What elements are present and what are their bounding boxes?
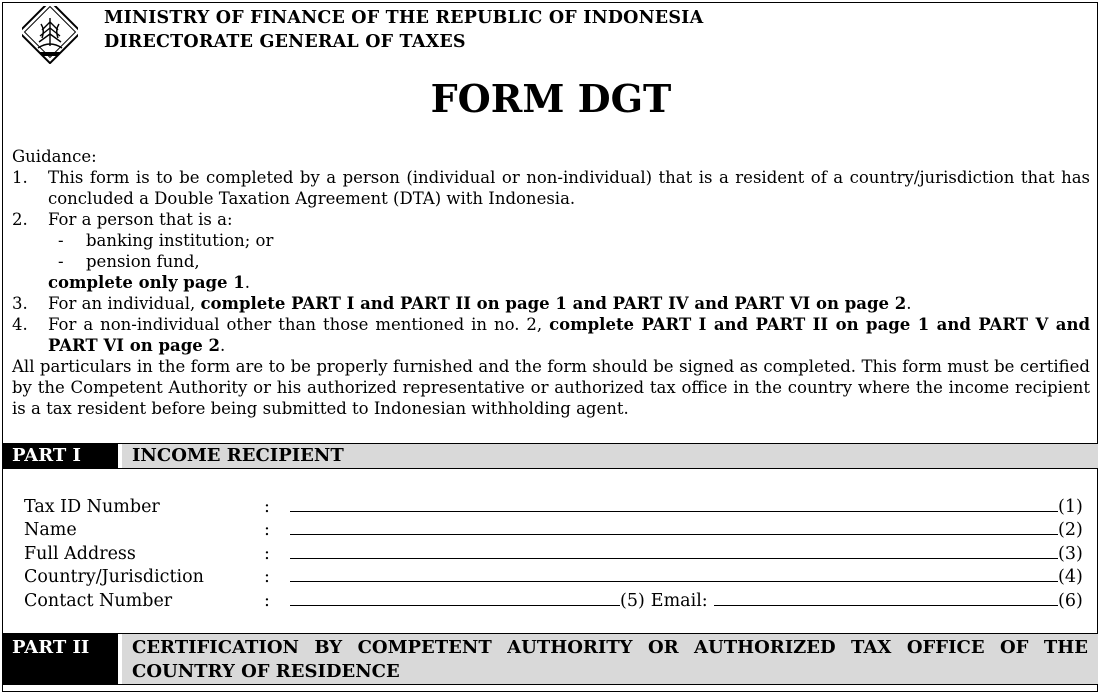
field-country: [24, 564, 1084, 588]
field-label: Country/Jurisdiction: [24, 567, 204, 587]
part-1-title: INCOME RECIPIENT: [118, 444, 1098, 468]
field-number: (1): [1058, 496, 1083, 517]
instruction-bold: complete only page 1: [48, 273, 245, 292]
item-text: This form is to be completed by a person (individual or non-individual) that is a resident of a country/jurisdiction that has concluded a Double Taxation Agreement (DTA) with Indonesia.: [48, 168, 1090, 208]
part-1-header: [2, 443, 1098, 469]
bullet-mark: -: [58, 252, 64, 271]
field-label: Name: [24, 520, 77, 540]
item-text-bold: complete PART I and PART II on page 1 and PART V and PART VI on page 2: [48, 315, 1090, 355]
field-colon: :: [264, 590, 270, 611]
field-number: (5): [620, 590, 645, 611]
period: .: [906, 294, 912, 313]
guidance-section: [12, 146, 1090, 419]
contact-number-input[interactable]: [290, 604, 620, 606]
part-2-header: [2, 633, 1098, 685]
directorate-name: DIRECTORATE GENERAL OF TAXES: [104, 32, 466, 52]
guidance-item-2: [12, 209, 1090, 230]
guidance-closing: All particulars in the form are to be properly furnished and the form should be signed as completed. This form must be certified by the Competent Authority or his authorized representative or authorized tax office in the country where the income recipient is a tax resident before being submitted to Indonesian withholding agent.: [12, 357, 1090, 418]
field-name: [24, 517, 1084, 541]
period: .: [244, 273, 251, 292]
item-text-bold: complete PART I and PART II on page 1 and PART IV and PART VI on page 2: [200, 294, 907, 313]
ministry-name: MINISTRY OF FINANCE OF THE REPUBLIC OF INDONESIA: [104, 8, 704, 28]
guidance-item-3: [12, 293, 1090, 314]
bullet-mark: -: [58, 231, 64, 250]
item-text: [48, 293, 1090, 314]
email-label: Email:: [650, 590, 708, 611]
field-colon: :: [264, 520, 270, 540]
item-text-plain: For a non-individual other than those mentioned in no. 2,: [48, 315, 550, 334]
field-number: (2): [1058, 520, 1083, 540]
part-2-label: PART II: [2, 634, 118, 684]
guidance-bullet: [12, 230, 1090, 251]
item-number: 2.: [12, 210, 28, 229]
country-input[interactable]: [290, 580, 1058, 582]
income-recipient-fields: [24, 493, 1084, 611]
field-colon: :: [264, 543, 270, 564]
form-title: FORM DGT: [430, 76, 672, 121]
field-label: Full Address: [24, 543, 136, 564]
tax-id-input[interactable]: [290, 510, 1058, 512]
field-contact: [24, 587, 1084, 611]
part-1-label: PART I: [2, 444, 118, 468]
guidance-item-4: [12, 314, 1090, 356]
field-number: (4): [1058, 567, 1083, 587]
field-tax-id: [24, 493, 1084, 517]
email-input[interactable]: [714, 604, 1058, 606]
ministry-of-finance-emblem-icon: [22, 6, 78, 64]
field-label: Contact Number: [24, 590, 173, 611]
guidance-bullet: [12, 251, 1090, 272]
field-number: (3): [1058, 543, 1083, 564]
period: .: [219, 336, 226, 355]
item-text: [48, 314, 1090, 356]
item-number: 1.: [12, 168, 28, 187]
full-address-input[interactable]: [290, 557, 1058, 559]
field-label: Tax ID Number: [24, 496, 160, 517]
guidance-item-2-instruction: [12, 272, 1090, 293]
item-text: For a person that is a:: [48, 210, 233, 229]
item-text-plain: For an individual,: [48, 294, 201, 313]
field-full-address: [24, 540, 1084, 564]
guidance-item-1: [12, 167, 1090, 209]
guidance-heading: Guidance:: [12, 147, 97, 166]
item-number: 4.: [12, 315, 28, 334]
header-text: [104, 6, 703, 54]
field-colon: :: [264, 496, 270, 517]
field-colon: :: [264, 567, 270, 587]
bullet-text: pension fund,: [86, 252, 200, 271]
name-input[interactable]: [290, 533, 1058, 535]
part-2-title: CERTIFICATION BY COMPETENT AUTHORITY OR AUTHORIZED TAX OFFICE OF THE COUNTRY OF RESIDENCE: [118, 634, 1098, 684]
field-number: (6): [1058, 590, 1083, 611]
bullet-text: banking institution; or: [86, 231, 274, 250]
item-number: 3.: [12, 294, 28, 313]
